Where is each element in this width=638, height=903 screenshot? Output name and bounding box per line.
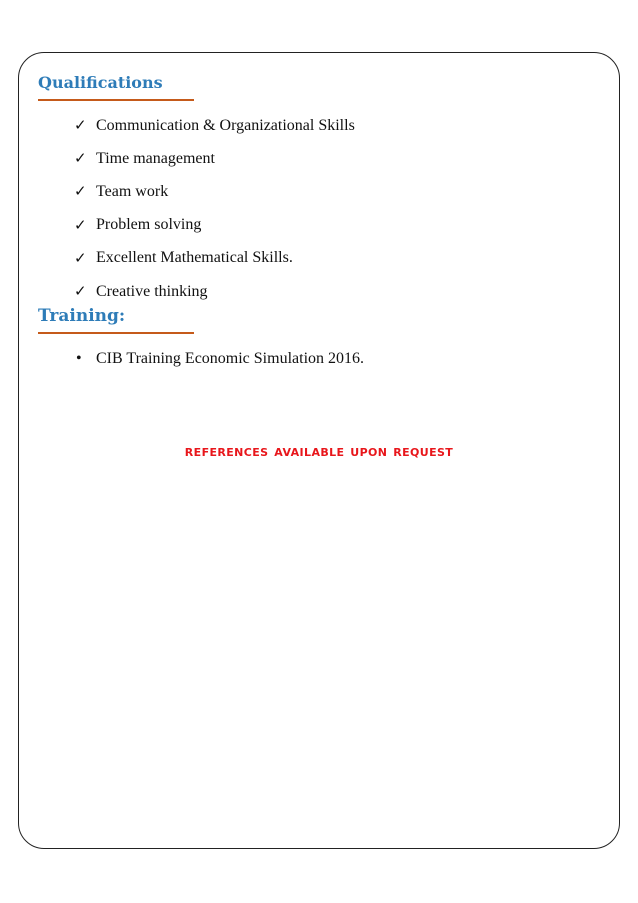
check-icon: ✓ bbox=[74, 217, 87, 234]
qualification-item bbox=[74, 242, 355, 275]
training-underline bbox=[38, 332, 194, 334]
check-icon: ✓ bbox=[74, 284, 87, 301]
bullet-icon: • bbox=[76, 349, 82, 367]
qualification-item-label: Team work bbox=[96, 182, 169, 200]
qualification-item bbox=[74, 109, 355, 142]
references-text: references available upon request bbox=[184, 442, 454, 460]
qualification-item bbox=[74, 209, 355, 242]
check-icon: ✓ bbox=[74, 118, 87, 135]
check-icon: ✓ bbox=[74, 250, 87, 267]
check-icon: ✓ bbox=[74, 184, 87, 201]
qualification-item-label: Creative thinking bbox=[96, 282, 208, 300]
qualification-item-label: Communication & Organizational Skills bbox=[96, 116, 355, 134]
training-item-label: CIB Training Economic Simulation 2016. bbox=[96, 349, 365, 367]
qualification-item-label: Problem solving bbox=[96, 216, 202, 234]
qualifications-underline bbox=[38, 99, 194, 101]
qualifications-heading: Qualifications bbox=[38, 73, 163, 92]
training-heading: Training: bbox=[38, 306, 126, 326]
qualification-item bbox=[74, 275, 355, 308]
references-note bbox=[0, 442, 638, 460]
qualification-item-label: Excellent Mathematical Skills. bbox=[96, 249, 293, 267]
training-item bbox=[74, 342, 364, 375]
qualification-item bbox=[74, 142, 355, 175]
training-list bbox=[74, 342, 364, 375]
check-icon: ✓ bbox=[74, 151, 87, 168]
qualification-item bbox=[74, 175, 355, 208]
qualification-item-label: Time management bbox=[96, 149, 215, 167]
qualifications-list bbox=[74, 109, 355, 308]
